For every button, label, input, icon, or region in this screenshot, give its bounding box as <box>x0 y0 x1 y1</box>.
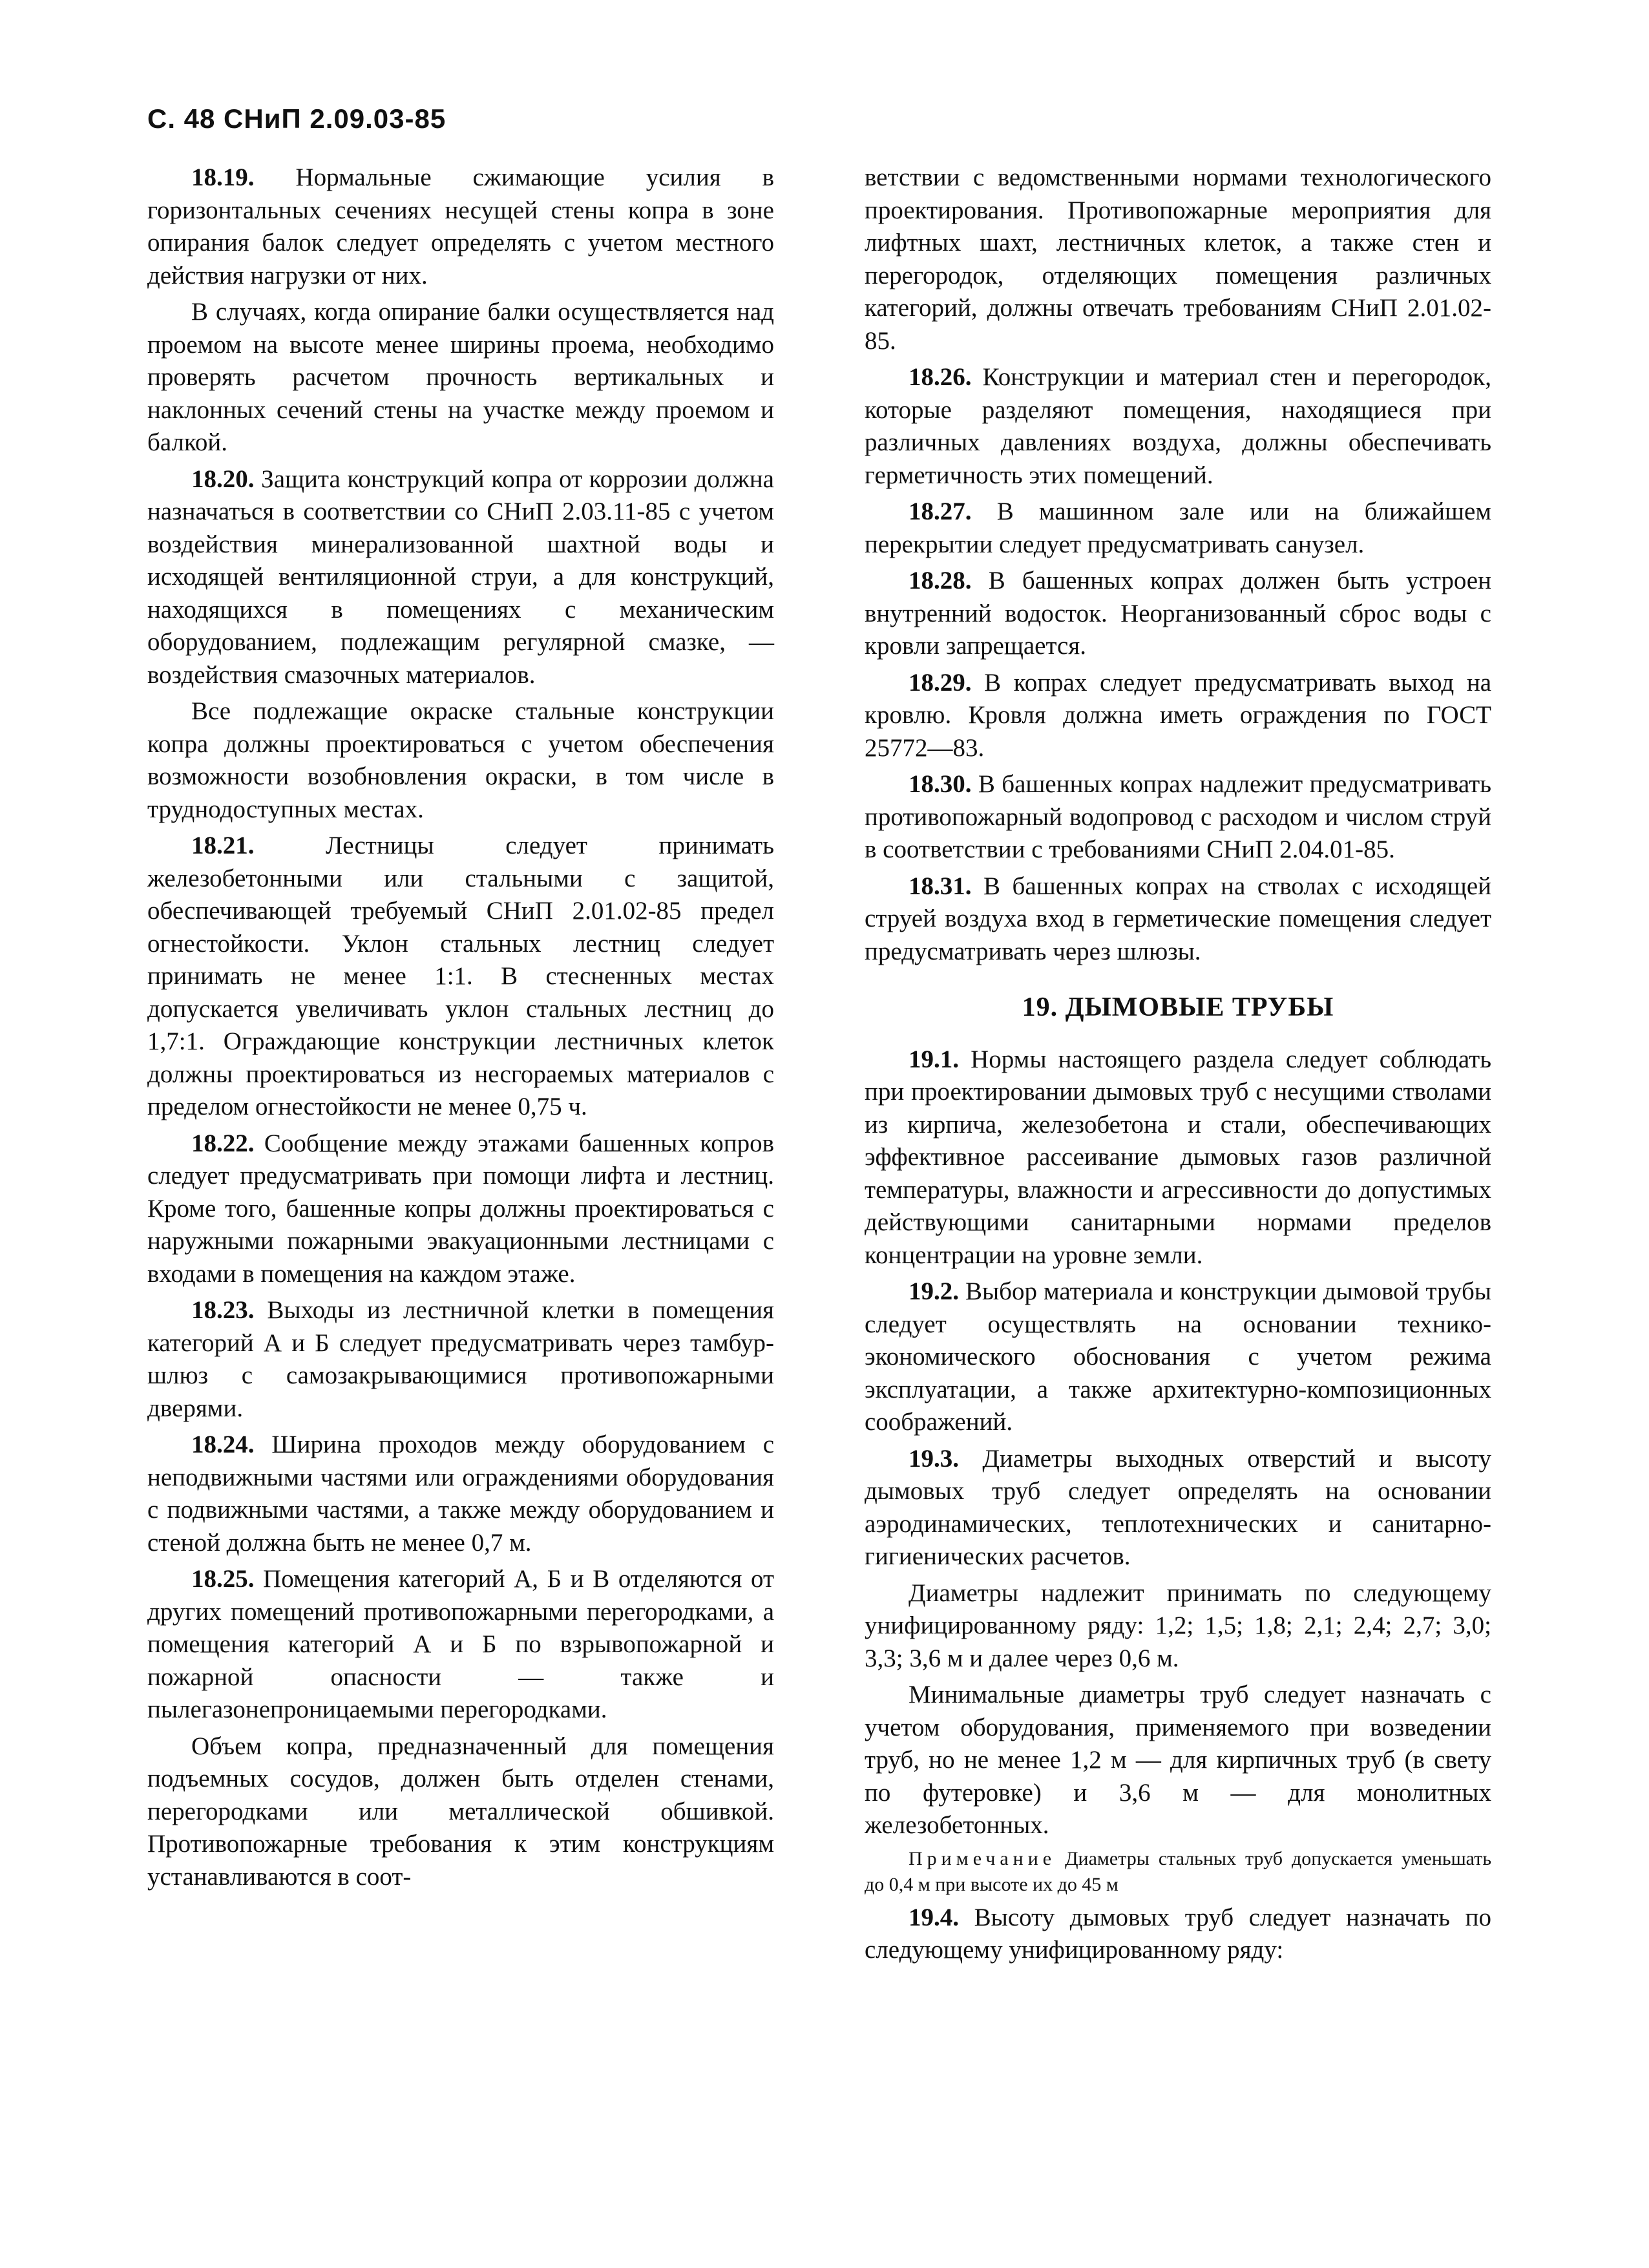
clause-text: Минимальные диаметры труб следует назначать с учетом оборудования, применяемого при возведении труб, но не менее 1,2 м — для кирпичных труб (в свету по футеровке) и 3,6 м — для монолитных железобетонных. <box>865 1681 1491 1839</box>
paragraph-continuation <box>865 162 1491 357</box>
paragraph <box>865 1902 1491 1967</box>
clause-text: Высоту дымовых труб следует назначать по следующему унифицированному ряду: <box>865 1903 1492 1964</box>
clause-text: ветствии с ведомственными нормами технологического проектирования. Противопожарные мероприятия для лифтных шахт, лестничных клеток, а также стен и перегородок, отделяющих помещения различных категорий, должны отвечать требованиям СНиП 2.01.02-85. <box>865 163 1491 355</box>
clause-text: Ширина проходов между оборудованием с неподвижными частями или ограждениями оборудования с подвижными частями, а также между оборудованием и стеной должна быть не менее 0,7 м. <box>147 1431 775 1557</box>
clause-number: 18.26. <box>909 363 972 391</box>
clause-number: 18.21. <box>191 832 255 859</box>
right-column <box>865 162 1491 1971</box>
clause-text: В башенных копрах должен быть устроен внутренний водосток. Неорганизованный сброс воды с кровли запрещается. <box>865 567 1491 660</box>
clause-text: Объем копра, предназначенный для помещения подъемных сосудов, должен быть отделен стенами, перегородками или металлической обшивкой. Противопожарные требования к этим конструкциям устанавливаются в соот- <box>147 1732 774 1891</box>
paragraph <box>147 1429 774 1559</box>
paragraph <box>865 361 1491 492</box>
clause-text: Нормальные сжимающие усилия в горизонтальных сечениях несущей стены копра в зоне опирания балок следует определять с учетом местного действия нагрузки от них. <box>147 163 775 289</box>
clause-text: В башенных копрах на стволах с исходящей струей воздуха вход в герметические помещения следует предусматривать через шлюзы. <box>865 872 1491 965</box>
note-label: Примечание <box>909 1847 1056 1869</box>
clause-text: Сообщение между этажами башенных копров следует предусматривать при помощи лифта и лестниц. Кроме того, башенные копры должны проектироваться с наружными пожарными эвакуационными лестницами с входами в помещения на каждом этаже. <box>147 1129 775 1288</box>
paragraph <box>147 296 774 459</box>
paragraph <box>865 768 1491 866</box>
clause-number: 19.2. <box>909 1277 959 1305</box>
clause-number: 19.3. <box>909 1444 959 1473</box>
clause-number: 18.24. <box>191 1431 255 1458</box>
clause-text: Все подлежащие окраске стальные конструкции копра должны проектироваться с учетом обеспечения возможности возобновления окраски, в том числе в труднодоступных местах. <box>147 697 774 823</box>
clause-number: 18.25. <box>191 1565 255 1593</box>
clause-number: 18.30. <box>909 770 972 798</box>
paragraph <box>865 1679 1491 1842</box>
section-heading: 19. ДЫМОВЫЕ ТРУБЫ <box>1022 992 1334 1022</box>
paragraph <box>865 1044 1491 1272</box>
paragraph <box>147 162 774 292</box>
clause-number: 18.31. <box>909 872 972 900</box>
clause-text: Помещения категорий А, Б и В отделяются от других помещений противопожарными перегородками, а помещения категорий А и Б по взрывопожарной и пожарной опасности — также и пылегазонепроницаемыми перегородками. <box>147 1565 774 1723</box>
note <box>865 1846 1491 1898</box>
clause-text: В случаях, когда опирание балки осуществляется над проемом на высоте менее ширины проема, необходимо проверять расчетом прочность вертикальных и наклонных сечений стены на участке между проемом и балкой. <box>147 298 774 456</box>
clause-number: 18.19. <box>191 163 255 191</box>
clause-text: Защита конструкций копра от коррозии должна назначаться в соответствии со СНиП 2.03.11-85 с учетом воздействия минерализованной шахтной воды и исходящей вентиляционной струи, а для конструкций, находящихся в помещениях с механическим оборудованием, подлежащим регулярной смазке, — воздействия смазочных материалов. <box>147 465 774 689</box>
clause-number: 19.4. <box>909 1903 959 1931</box>
running-header: С. 48 СНиП 2.09.03-85 <box>147 103 446 134</box>
clause-text: В машинном зале или на ближайшем перекрытии следует предусматривать санузел. <box>865 498 1491 558</box>
clause-number: 19.1. <box>909 1045 959 1073</box>
paragraph <box>147 1128 774 1291</box>
clause-number: 18.22. <box>191 1129 255 1157</box>
paragraph <box>147 1294 774 1425</box>
clause-text: Лестницы следует принимать железобетонными или стальными с защитой, обеспечивающей требуемый СНиП 2.01.02-85 предел огнестойкости. Уклон стальных лестниц следует принимать не менее 1:1. В стесненных местах допускается увеличивать уклон стальных лестниц до 1,7:1. Ограждающие конструкции лестничных клеток должны проектироваться из несгораемых материалов с пределом огнестойкости не менее 0,75 ч. <box>147 832 774 1120</box>
paragraph <box>865 565 1491 663</box>
paragraph <box>147 1563 774 1727</box>
clause-text: Нормы настоящего раздела следует соблюдать при проектировании дымовых труб с несущими стволами из кирпича, железобетона и стали, обеспечивающих эффективное рассеивание дымовых газов различной температуры, влажности и агрессивности до допустимых действующими санитарными нормами пределов концентрации на уровне земли. <box>865 1045 1492 1269</box>
clause-text: Выбор материала и конструкции дымовой трубы следует осуществлять на основании технико-экономического обоснования с учетом режима эксплуатации, а также архитектурно-композиционных соображений. <box>865 1277 1491 1436</box>
paragraph <box>865 1577 1491 1675</box>
paragraph <box>147 830 774 1124</box>
clause-text: В копрах следует предусматривать выход на кровлю. Кровля должна иметь ограждения по ГОСТ 25772—83. <box>865 668 1492 762</box>
clause-number: 18.20. <box>191 465 255 493</box>
paragraph <box>865 870 1491 969</box>
paragraph <box>865 496 1491 561</box>
clause-number: 18.29. <box>909 668 972 697</box>
clause-text: Конструкции и материал стен и перегородок, которые разделяют помещения, находящиеся при различных давлениях воздуха, должны обеспечивать герметичность этих помещений. <box>865 363 1491 489</box>
paragraph <box>865 667 1491 765</box>
paragraph <box>147 1730 774 1894</box>
clause-text: В башенных копрах надлежит предусматривать противопожарный водопровод с расходом и числом струй в соответствии с требованиями СНиП 2.04.01-85. <box>865 770 1491 863</box>
clause-text: Выходы из лестничной клетки в помещения категорий А и Б следует предусматривать через тамбур-шлюз с самозакрывающимися противопожарными дверями. <box>147 1296 774 1422</box>
clause-number: 18.27. <box>909 498 972 525</box>
paragraph <box>865 1276 1491 1439</box>
clause-number: 18.28. <box>909 567 972 594</box>
left-column <box>147 162 774 1897</box>
clause-number: 18.23. <box>191 1296 255 1324</box>
paragraph <box>865 1443 1491 1573</box>
clause-text: Диаметры надлежит принимать по следующему унифицированному ряду: 1,2; 1,5; 1,8; 2,1; 2,4; 2,7; 3,0; 3,3; 3,6 м и далее через 0,6 м. <box>865 1579 1491 1672</box>
paragraph <box>147 695 774 826</box>
paragraph <box>147 463 774 692</box>
clause-text: Диаметры выходных отверстий и высоту дымовых труб следует определять на основании аэродинамических, теплотехнических и санитарно-гигиенических расчетов. <box>865 1444 1491 1570</box>
note-text: Диаметры стальных труб допускается уменьшать до 0,4 м при высоте их до 45 м <box>865 1847 1492 1895</box>
